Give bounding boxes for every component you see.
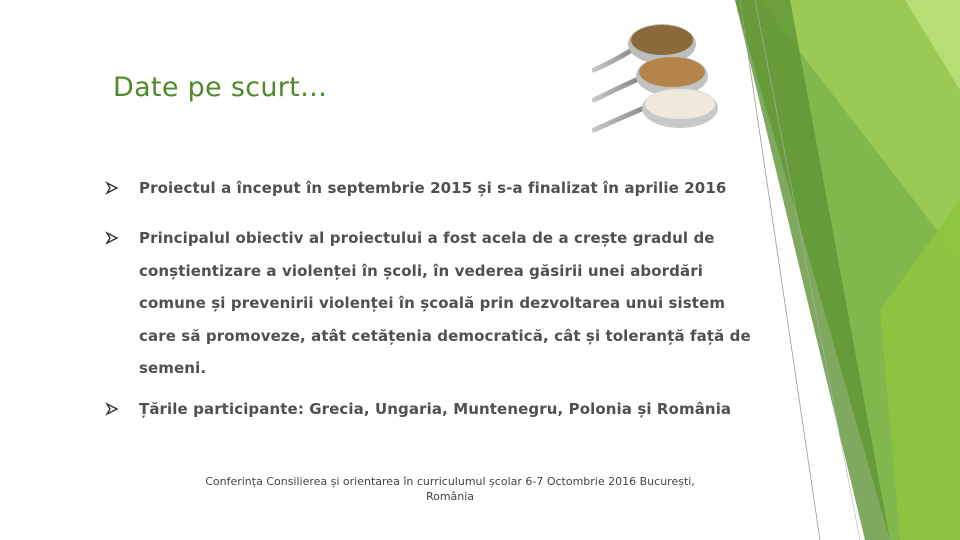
sugar-spoons-image bbox=[592, 22, 720, 134]
bullet-text: Țările participante: Grecia, Ungaria, Muntenegru, Polonia și România bbox=[139, 400, 732, 418]
bullet-text-line: conștientizare a violenței în școli, în vederea găsirii unei abordări bbox=[139, 262, 703, 280]
footer-line: Conferința Consilierea și orientarea în curriculumul școlar 6-7 Octombrie 2016 București, bbox=[205, 475, 695, 488]
slide-title: Date pe scurt… bbox=[113, 72, 328, 103]
footer-line: România bbox=[425, 490, 475, 503]
arrow-bullet-icon bbox=[105, 402, 119, 416]
bullet-text-line: care să promoveze, atât cetățenia democratică, cât și toleranță față de bbox=[139, 327, 751, 345]
bullet-text-line: Principalul obiectiv al proiectului a fost acela de a crește gradul de bbox=[139, 229, 715, 247]
bullet-text-line: semeni. bbox=[139, 359, 207, 377]
footer-conference-note bbox=[190, 474, 710, 504]
bullet-text: Proiectul a început în septembrie 2015 și s-a finalizat în aprilie 2016 bbox=[139, 179, 727, 197]
bullet-text-line: comune și prevenirii violenței în școală prin dezvoltarea unui sistem bbox=[139, 294, 726, 312]
arrow-bullet-icon bbox=[105, 231, 119, 245]
arrow-bullet-icon bbox=[105, 181, 119, 195]
